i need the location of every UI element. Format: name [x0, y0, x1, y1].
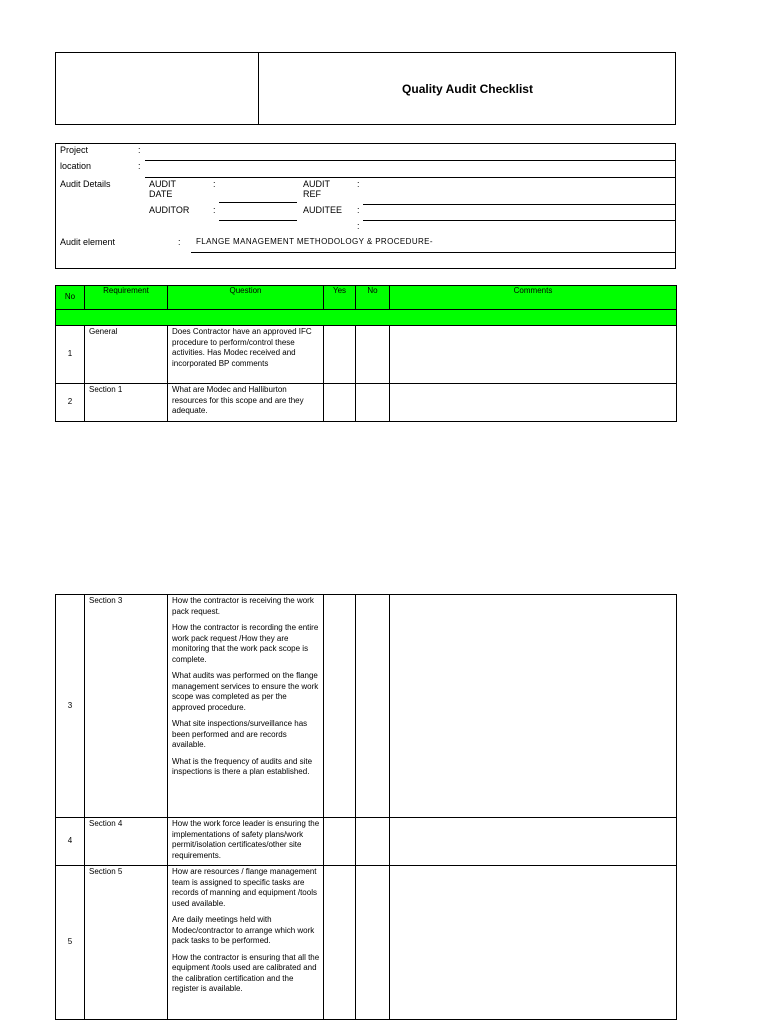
auditor-line-bottom [219, 220, 297, 221]
question-text: Are daily meetings held with Modec/contractor to arrange which work pack tasks to be performed. [172, 915, 315, 945]
auditor-line-top [219, 202, 297, 203]
audit-date-label: AUDIT DATE [149, 179, 176, 199]
question-text: What site inspections/surveillance has been performed and are records available. [172, 719, 308, 749]
table-header-row [56, 286, 677, 310]
question-text: How are resources / flange management team is assigned to specific tasks are records of manning and equipment /tools used available. [172, 867, 317, 908]
question-text: How the contractor is receiving the work pack request. [172, 596, 314, 616]
comments-cell[interactable] [390, 595, 677, 818]
row-question [168, 326, 324, 384]
table-row [56, 818, 677, 866]
auditee-colon: : [357, 205, 360, 215]
title-block [55, 52, 676, 125]
row-number: 2 [56, 384, 85, 422]
project-underline [145, 160, 676, 161]
question-text: How the contractor is recording the entire work pack request /How they are monitoring that the work pack scope is complete. [172, 623, 319, 664]
no-cell[interactable] [356, 866, 390, 1020]
audit-element-underline [191, 252, 676, 253]
location-label: location [60, 161, 92, 171]
table-row [56, 326, 677, 384]
table-row [56, 384, 677, 422]
row-number: 5 [56, 866, 85, 1020]
row-requirement: Section 5 [85, 866, 168, 1020]
audit-info-block [55, 143, 676, 269]
audit-details-label: Audit Details [60, 179, 111, 189]
question-text: What audits was performed on the flange management services to ensure the work scope was completed as per the approved procedure. [172, 671, 319, 712]
question-text: What are Modec and Halliburton resources for this scope and are they adequate. [172, 385, 304, 415]
yes-cell[interactable] [324, 595, 356, 818]
question-text: What is the frequency of audits and site inspections is there a plan established. [172, 756, 313, 776]
col-requirement-header: Requirement [85, 286, 168, 310]
auditor-colon: : [213, 205, 216, 215]
yes-cell[interactable] [324, 384, 356, 422]
col-no-header: No [56, 286, 85, 310]
audit-ref-underline [363, 204, 676, 205]
audit-element-value: FLANGE MANAGEMENT METHODOLOGY & PROCEDURE- [196, 237, 433, 246]
project-label: Project [60, 145, 89, 155]
row-requirement: Section 4 [85, 818, 168, 866]
project-colon: : [138, 145, 141, 155]
yes-cell[interactable] [324, 866, 356, 1020]
question-text: How the work force leader is ensuring the implementations of safety plans/work permit/isolation certificates/other site requirements. [172, 819, 320, 860]
row-question [168, 866, 324, 1020]
row-number: 4 [56, 818, 85, 866]
no-cell[interactable] [356, 384, 390, 422]
table-row [56, 595, 677, 818]
table-row [56, 866, 677, 1020]
row-question [168, 818, 324, 866]
audit-ref-colon: : [357, 179, 360, 189]
no-cell[interactable] [356, 326, 390, 384]
auditor-label: AUDITOR [149, 205, 190, 215]
no-cell[interactable] [356, 818, 390, 866]
comments-cell[interactable] [390, 866, 677, 1020]
location-underline [145, 177, 676, 178]
row-requirement: Section 3 [85, 595, 168, 818]
yes-cell[interactable] [324, 818, 356, 866]
no-cell[interactable] [356, 595, 390, 818]
comments-cell[interactable] [390, 326, 677, 384]
row-question [168, 384, 324, 422]
comments-cell[interactable] [390, 818, 677, 866]
audit-ref-label: AUDIT REF [303, 179, 330, 199]
col-comments-header: Comments [390, 286, 677, 310]
row-question [168, 595, 324, 818]
row-number: 1 [56, 326, 85, 384]
auditee-underline [363, 220, 676, 221]
question-text: How the contractor is ensuring that all the equipment /tools used are calibrated and the calibration certification and the register is available. [172, 952, 320, 993]
col-no2-header: No [356, 286, 390, 310]
audit-date-colon: : [213, 179, 216, 189]
checklist-table-1 [55, 285, 677, 422]
audit-element-label: Audit element [60, 237, 116, 247]
col-question-header: Question [168, 286, 324, 310]
row-requirement: Section 1 [85, 384, 168, 422]
auditee-label: AUDITEE [303, 205, 343, 215]
document-title: Quality Audit Checklist [402, 81, 533, 96]
comments-cell[interactable] [390, 384, 677, 422]
question-text: Does Contractor have an approved IFC procedure to perform/control these activities. Has Modec received and incorporated BP comments [172, 327, 312, 368]
green-spacer [56, 310, 677, 326]
location-colon: : [138, 161, 141, 171]
auditee-colon-2: : [357, 221, 360, 231]
checklist-table-2 [55, 594, 677, 1020]
yes-cell[interactable] [324, 326, 356, 384]
table-spacer-row [56, 310, 677, 326]
row-requirement: General [85, 326, 168, 384]
col-yes-header: Yes [324, 286, 356, 310]
audit-element-colon: : [178, 237, 181, 247]
row-number: 3 [56, 595, 85, 818]
